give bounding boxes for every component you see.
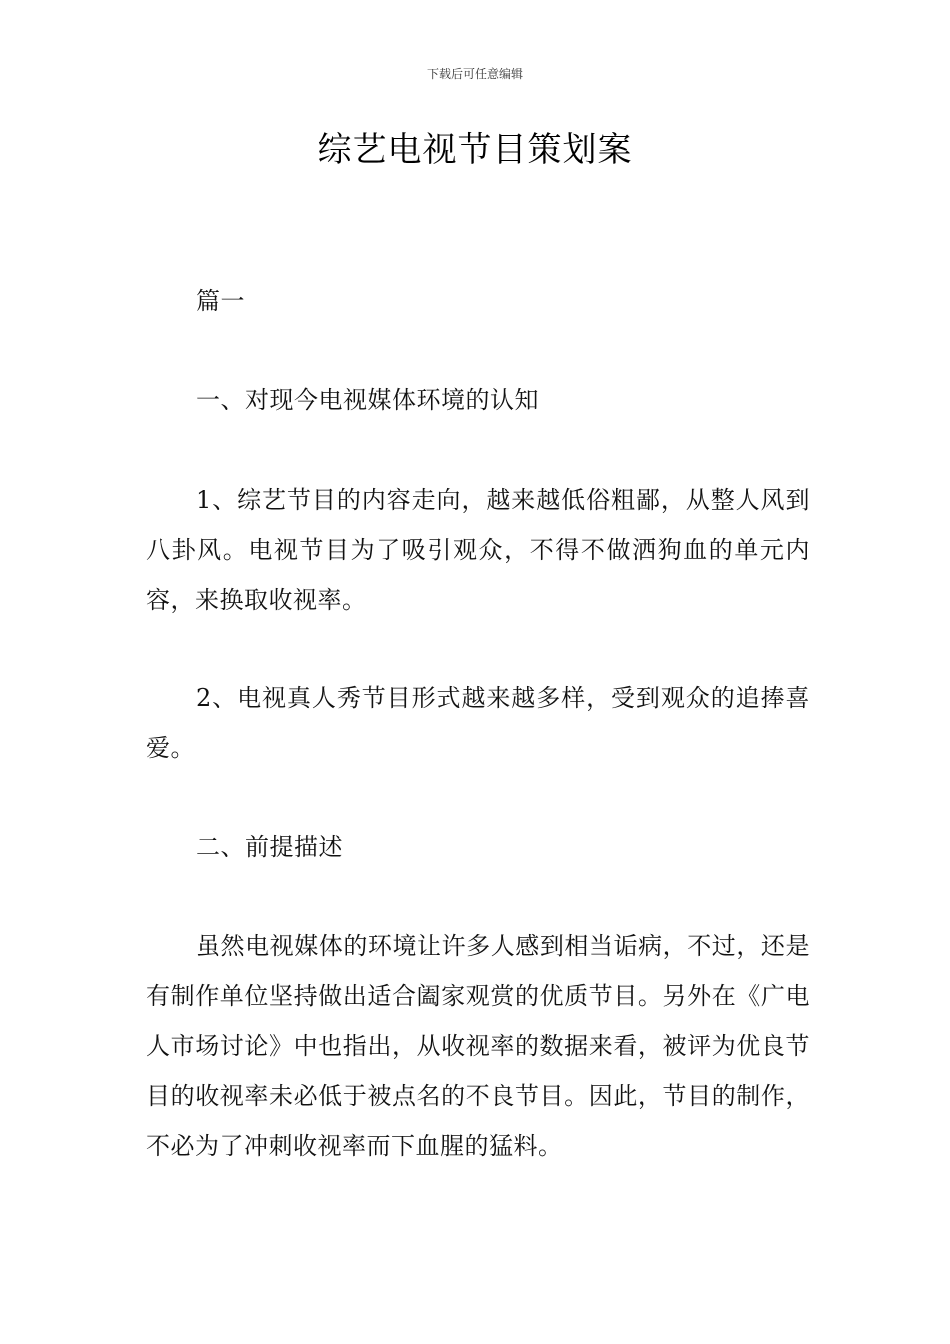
heading-section-2: 二、前提描述 [196, 833, 343, 861]
header-note: 下载后可任意编辑 [426, 67, 523, 81]
paragraph-point-2: 2、电视真人秀节目形式越来越多样，受到观众的追捧喜爱。 [146, 684, 810, 762]
section-label-pian-yi: 篇一 [196, 287, 245, 315]
document-title: 综艺电视节目策划案 [317, 130, 633, 170]
paragraph-premise: 虽然电视媒体的环境让许多人感到相当诟病，不过，还是有制作单位坚持做出适合阖家观赏的优质节目。另外在《广电人市场讨论》中也指出，从收视率的数据来看，被评为优良节目的收视率未必低于被点名的不良节目。因此，节目的制作，不必为了冲刺收视率而下血腥的猛料。 [146, 932, 810, 1160]
paragraph-point-1: 1、综艺节目的内容走向，越来越低俗粗鄙，从整人风到八卦风。电视节目为了吸引观众，不得不做洒狗血的单元内容，来换取收视率。 [146, 486, 810, 614]
heading-section-1: 一、对现今电视媒体环境的认知 [196, 386, 539, 414]
